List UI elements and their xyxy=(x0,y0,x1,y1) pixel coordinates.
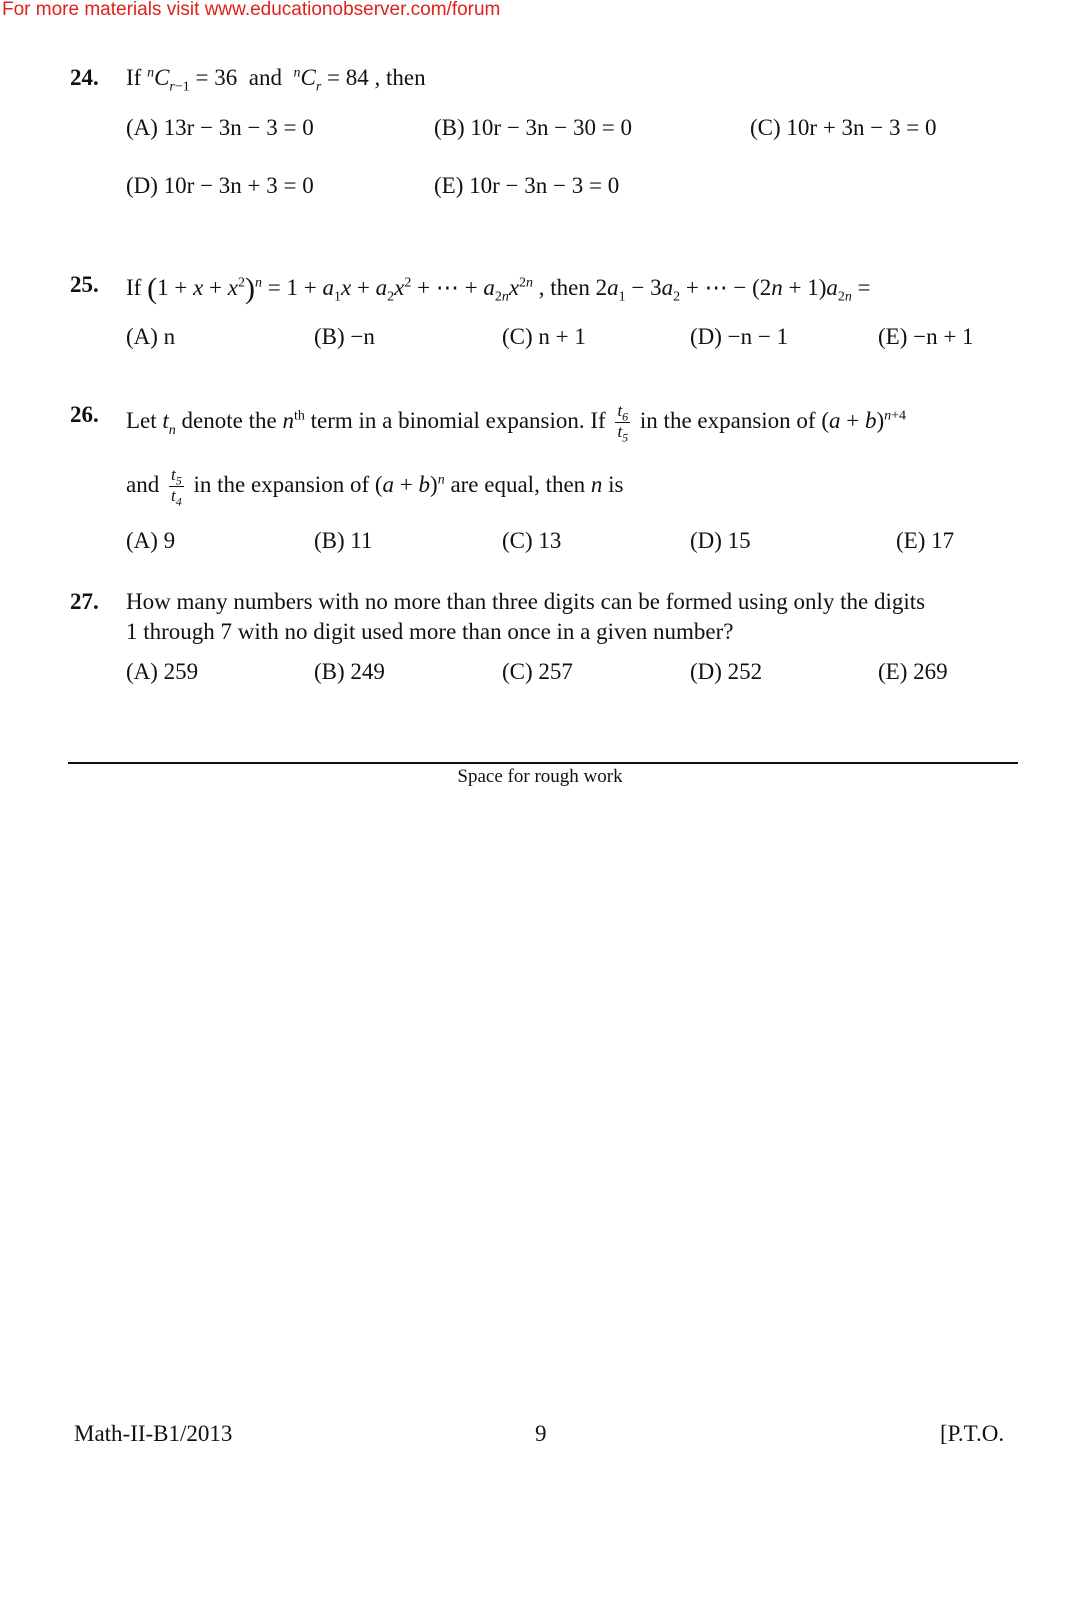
fraction-t6-t5: $\frac{t_6}{t_5}$ xyxy=(617,401,629,445)
fraction-t5-t4: $\frac{t_5}{t_4}$ xyxy=(170,465,182,509)
option-d: (D) −n − 1 xyxy=(690,324,789,349)
footer-pto: [P.T.O. xyxy=(940,1421,1005,1446)
question-text: If $(1 + x + x^2)^n = 1 + a_1x + a_2x^2$ + ⋯ + $a_{2n}x^{2n}$ , then $2a_1 - 3a_2$ + ⋯ − $(2n + 1)a_{2n}$ = xyxy=(126,272,871,305)
question-text-line-1: Let $t_n$ denote the $n^{th}$ term in a binomial expansion. If $\frac{t_6}{t_5}$ in the expansion of $(a + b)^{n+4}$ xyxy=(126,401,907,445)
option-c: (C) 10r + 3n − 3 = 0 xyxy=(750,115,937,140)
question-number: 27. xyxy=(70,589,99,614)
option-b: (B) 10r − 3n − 30 = 0 xyxy=(434,115,632,140)
option-c: (C) n + 1 xyxy=(502,324,586,349)
rough-work-divider xyxy=(68,762,1018,764)
source-banner: For more materials visit www.educationobserver.com/forum xyxy=(2,0,501,20)
rough-work-label: Space for rough work xyxy=(457,766,623,787)
option-d: (D) 10r − 3n + 3 = 0 xyxy=(126,173,314,198)
question-number: 26. xyxy=(70,402,99,427)
option-a: (A) 9 xyxy=(126,528,176,553)
option-b: (B) 11 xyxy=(314,528,373,553)
footer-page-number: 9 xyxy=(535,1421,547,1446)
question-number: 24. xyxy=(70,65,99,90)
option-e: (E) −n + 1 xyxy=(878,324,974,349)
question-text: If $^nC_{r-1} = 36$ and $^nC_r = 84$ , then xyxy=(126,65,426,95)
option-d: (D) 252 xyxy=(690,659,763,684)
option-d: (D) 15 xyxy=(690,528,751,553)
footer-paper-code: Math-II-B1/2013 xyxy=(74,1421,233,1446)
option-e: (E) 10r − 3n − 3 = 0 xyxy=(434,173,620,198)
option-b: (B) 249 xyxy=(314,659,385,684)
option-a: (A) 259 xyxy=(126,659,199,684)
option-a: (A) 13r − 3n − 3 = 0 xyxy=(126,115,314,140)
option-b: (B) −n xyxy=(314,324,375,349)
option-e: (E) 269 xyxy=(878,659,948,684)
question-text-line-1: How many numbers with no more than three digits can be formed using only the digits xyxy=(126,589,926,614)
question-text-line-2: 1 through 7 with no digit used more than once in a given number? xyxy=(126,619,734,644)
option-a: (A) n xyxy=(126,324,176,349)
option-c: (C) 13 xyxy=(502,528,562,553)
question-number: 25. xyxy=(70,272,99,297)
question-text-line-2: and $\frac{t_5}{t_4}$ in the expansion of $(a + b)^n$ are equal, then n is xyxy=(126,465,624,509)
option-e: (E) 17 xyxy=(896,528,955,553)
option-c: (C) 257 xyxy=(502,659,573,684)
